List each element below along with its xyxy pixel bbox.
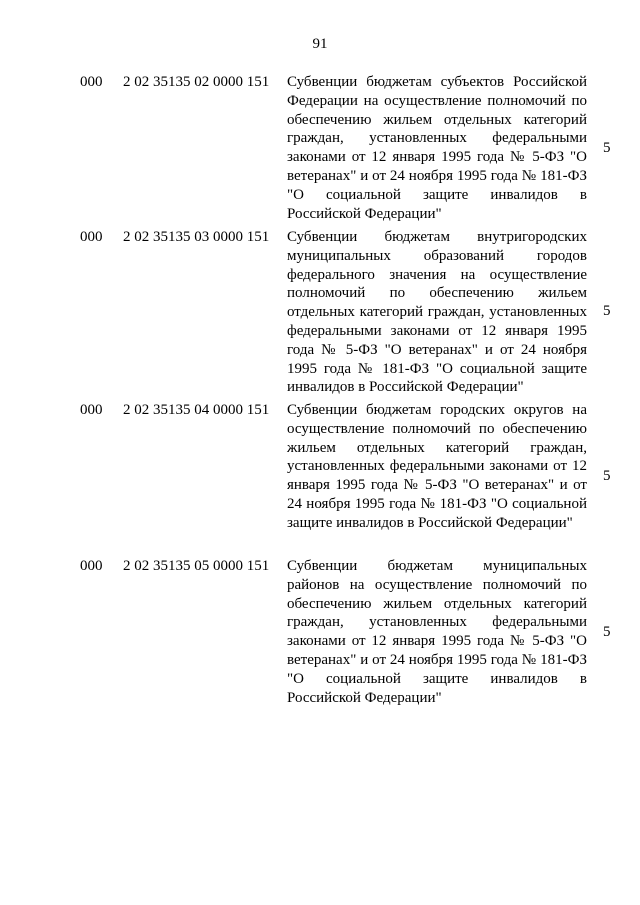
kbk-code: 2 02 35135 04 0000 151 xyxy=(123,402,270,418)
row-description: Субвенции бюджетам внутригородских муниципальных образований городов федерального значения на осуществление полномочий по обеспечению жильем отдельных категорий граждан, установленных федеральными законами от 12 января 1995 года № 5-ФЗ "О ветеранах" и от 24 ноября 1995 года № 181-ФЗ "О социальной защите инвалидов в Российской Федерации" xyxy=(287,229,587,396)
row-amount: 5 xyxy=(603,624,611,640)
kbk-code: 2 02 35135 05 0000 151 xyxy=(123,558,270,574)
admin-code: 000 xyxy=(80,74,103,90)
admin-code: 000 xyxy=(80,229,103,245)
row-amount: 5 xyxy=(603,303,611,319)
row-amount: 5 xyxy=(603,468,611,484)
kbk-code: 2 02 35135 03 0000 151 xyxy=(123,229,270,245)
admin-code: 000 xyxy=(80,402,103,418)
admin-code: 000 xyxy=(80,558,103,574)
kbk-code: 2 02 35135 02 0000 151 xyxy=(123,74,270,90)
row-description: Субвенции бюджетам муниципальных районов на осуществление полномочий по обеспечению жильем отдельных категорий граждан, установленных федеральными законами от 12 января 1995 года № 5-ФЗ "О ветеранах" и от 24 ноября 1995 года № 181-ФЗ "О социальной защите инвалидов в Российской Федерации" xyxy=(287,558,587,706)
row-amount: 5 xyxy=(603,140,611,156)
page-number: 91 xyxy=(312,36,328,52)
row-description: Субвенции бюджетам субъектов Российской Федерации на осуществление полномочий по обеспечению жильем отдельных категорий граждан, установленных федеральными законами от 12 января 1995 года № 5-ФЗ "О ветеранах" и от 24 ноября 1995 года № 181-ФЗ "О социальной защите инвалидов в Российской Федерации" xyxy=(287,74,587,222)
row-description: Субвенции бюджетам городских округов на осуществление полномочий по обеспечению жильем отдельных категорий граждан, установленных федеральными законами от 12 января 1995 года № 5-ФЗ "О ветеранах" и от 24 ноября 1995 года № 181-ФЗ "О социальной защите инвалидов в Российской Федерации" xyxy=(287,402,587,531)
